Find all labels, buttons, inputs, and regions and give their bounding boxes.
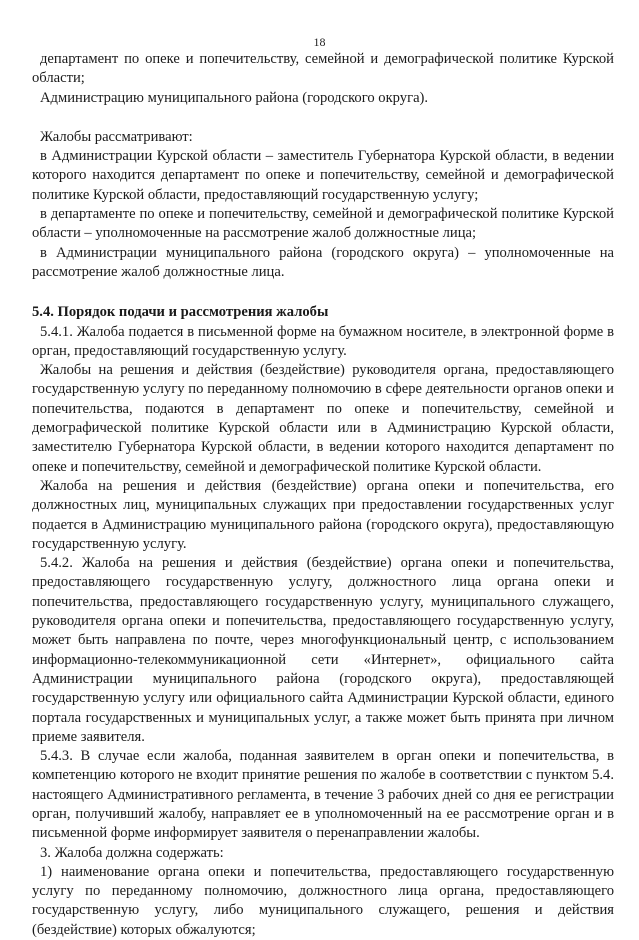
paragraph: Жалобы рассматривают: (40, 128, 193, 145)
paragraph: в департаменте по опеке и попечительству, семейной и демографической политике Курской области – уполномоченные на рассмотрение жалоб должностные лица; (32, 206, 614, 242)
paragraph: 1) наименование органа опеки и попечительства, предоставляющего государственную услугу по переданному полномочию, должностного лица органа, предоставляющего государственную услугу, либо муниципального служащего, решения и действия (бездействие) которых обжалуются; (32, 863, 614, 938)
paragraph: 5.4.1. Жалоба подается в письменной форме на бумажном носителе, в электронной форме в орган, предоставляющий государственную услугу. (32, 323, 614, 359)
paragraph: в Администрации муниципального района (городского округа) – уполномоченные на рассмотрение жалоб должностные лица. (32, 244, 614, 280)
page-number: 18 (313, 35, 326, 49)
document-body (32, 50, 614, 940)
paragraph: Жалоба на решения и действия (бездействие) органа опеки и попечительства, его должностных лиц, муниципальных служащих при предоставлении государственных услуг подается в Администрацию муниципального района (городского округа), предоставляющую государственную услугу. (32, 477, 614, 552)
paragraph: 5.4.3. В случае если жалоба, поданная заявителем в орган опеки и попечительства, в компетенцию которого не входит принятие решения по жалобе в соответствии с пунктом 5.4. настоящего Административного регламента, в течение 3 рабочих дней со дня ее регистрации орган, получивший жалобу, направляет ее в уполномоченный на ее рассмотрение орган и в письменной форме информирует заявителя о перенаправлении жалобы. (32, 748, 614, 842)
paragraph: Администрацию муниципального района (городского округа). (40, 89, 429, 106)
paragraph: 3. Жалоба должна содержать: (40, 844, 224, 861)
paragraph: департамент по опеке и попечительству, семейной и демографической политике Курской области; (32, 51, 614, 87)
paragraph: Жалобы на решения и действия (бездействие) руководителя органа, предоставляющего государственную услугу по переданному полномочию в сфере деятельности органов опеки и попечительства, подаются в департамент по опеке и попечительству, семейной и демографической политике Курской области или в Администрацию Курской области, заместителю Губернатора Курской области, в ведении которого находится департамент по опеке и попечительству, семейной и демографической политике Курской области. (32, 362, 614, 475)
section-heading: 5.4. Порядок подачи и рассмотрения жалобы (32, 304, 329, 321)
paragraph: 5.4.2. Жалоба на решения и действия (бездействие) органа опеки и попечительства, предоставляющего государственную услугу, должностного лица органа опеки и попечительства, предоставляющего государственную услугу, муниципального служащего, руководителя органа опеки и попечительства, предоставляющего государственную услугу, может быть направлена по почте, через многофункциональный центр, с использованием информационно-телекоммуникационной сети «Интернет», официального сайта Администрации муниципального района (городского округа), предоставляющей государственную услугу или официального сайта Администрации Курской области, единого портала государственных и муниципальных услуг, а также может быть принята при личном приеме заявителя. (32, 555, 614, 745)
paragraph: в Администрации Курской области – заместитель Губернатора Курской области, в ведении которого находится департамент по опеке и попечительству, семейной и демографической политике Курской области, предоставляющий государственную услугу; (32, 148, 614, 203)
